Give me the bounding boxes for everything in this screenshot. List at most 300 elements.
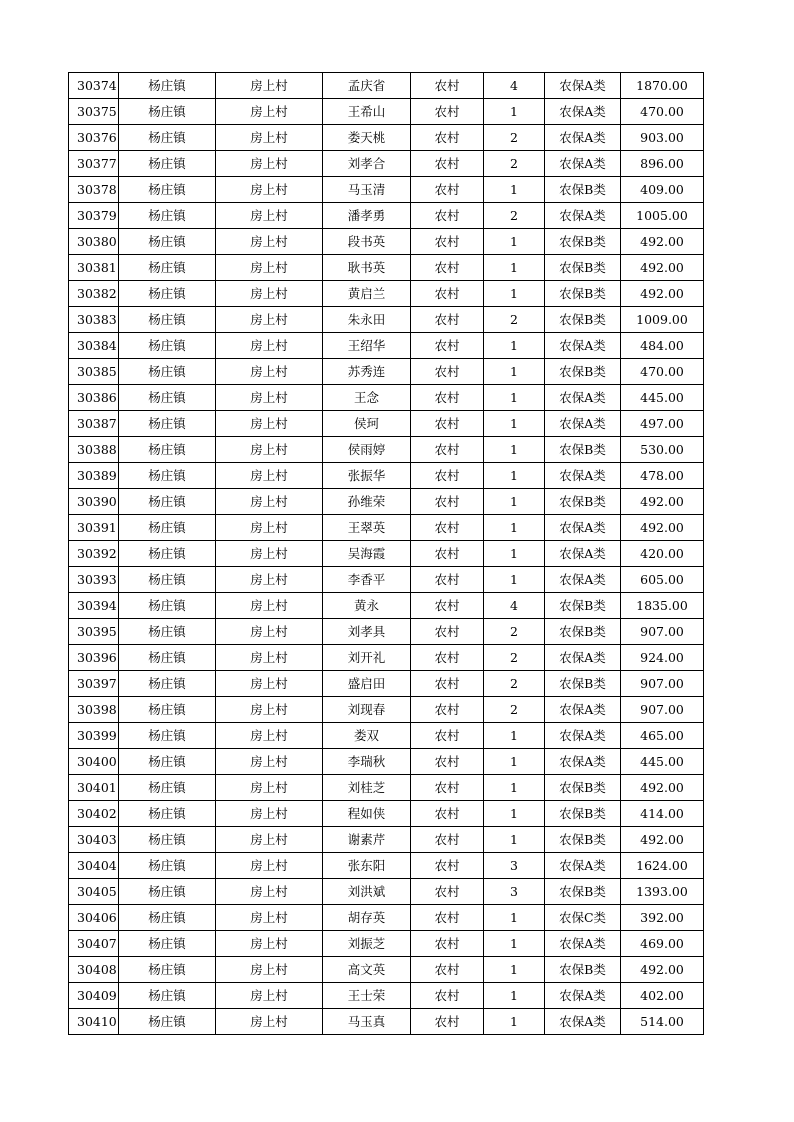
household-size-cell: 3 bbox=[484, 879, 545, 905]
household-size-cell: 2 bbox=[484, 125, 545, 151]
village-cell: 房上村 bbox=[216, 307, 323, 333]
category-cell: 农保B类 bbox=[545, 437, 621, 463]
category-cell: 农保A类 bbox=[545, 697, 621, 723]
household-size-cell: 1 bbox=[484, 775, 545, 801]
amount-cell: 492.00 bbox=[621, 281, 704, 307]
household-size-cell: 1 bbox=[484, 567, 545, 593]
record-id-cell: 30381 bbox=[69, 255, 119, 281]
household-size-cell: 1 bbox=[484, 359, 545, 385]
amount-cell: 514.00 bbox=[621, 1009, 704, 1035]
area-type-cell: 农村 bbox=[411, 645, 484, 671]
town-cell: 杨庄镇 bbox=[119, 827, 216, 853]
table-row bbox=[69, 619, 704, 645]
name-cell: 娄天桃 bbox=[323, 125, 411, 151]
town-cell: 杨庄镇 bbox=[119, 333, 216, 359]
household-size-cell: 2 bbox=[484, 151, 545, 177]
household-size-cell: 1 bbox=[484, 177, 545, 203]
area-type-cell: 农村 bbox=[411, 73, 484, 99]
category-cell: 农保A类 bbox=[545, 333, 621, 359]
name-cell: 刘现春 bbox=[323, 697, 411, 723]
household-size-cell: 4 bbox=[484, 73, 545, 99]
area-type-cell: 农村 bbox=[411, 801, 484, 827]
name-cell: 刘洪斌 bbox=[323, 879, 411, 905]
village-cell: 房上村 bbox=[216, 931, 323, 957]
household-size-cell: 1 bbox=[484, 99, 545, 125]
household-size-cell: 1 bbox=[484, 255, 545, 281]
name-cell: 盛启田 bbox=[323, 671, 411, 697]
town-cell: 杨庄镇 bbox=[119, 385, 216, 411]
town-cell: 杨庄镇 bbox=[119, 671, 216, 697]
area-type-cell: 农村 bbox=[411, 749, 484, 775]
table-row bbox=[69, 489, 704, 515]
table-row bbox=[69, 723, 704, 749]
category-cell: 农保A类 bbox=[545, 151, 621, 177]
name-cell: 黄永 bbox=[323, 593, 411, 619]
village-cell: 房上村 bbox=[216, 749, 323, 775]
table-row bbox=[69, 593, 704, 619]
household-size-cell: 1 bbox=[484, 489, 545, 515]
table-row bbox=[69, 801, 704, 827]
village-cell: 房上村 bbox=[216, 125, 323, 151]
name-cell: 侯珂 bbox=[323, 411, 411, 437]
amount-cell: 414.00 bbox=[621, 801, 704, 827]
household-size-cell: 1 bbox=[484, 827, 545, 853]
record-id-cell: 30409 bbox=[69, 983, 119, 1009]
table-row bbox=[69, 645, 704, 671]
record-id-cell: 30391 bbox=[69, 515, 119, 541]
table-row bbox=[69, 99, 704, 125]
area-type-cell: 农村 bbox=[411, 983, 484, 1009]
town-cell: 杨庄镇 bbox=[119, 177, 216, 203]
household-size-cell: 1 bbox=[484, 281, 545, 307]
record-id-cell: 30375 bbox=[69, 99, 119, 125]
table-row bbox=[69, 255, 704, 281]
record-id-cell: 30378 bbox=[69, 177, 119, 203]
table-row bbox=[69, 931, 704, 957]
record-id-cell: 30400 bbox=[69, 749, 119, 775]
town-cell: 杨庄镇 bbox=[119, 463, 216, 489]
record-id-cell: 30393 bbox=[69, 567, 119, 593]
table-row bbox=[69, 957, 704, 983]
area-type-cell: 农村 bbox=[411, 853, 484, 879]
name-cell: 王念 bbox=[323, 385, 411, 411]
record-id-cell: 30376 bbox=[69, 125, 119, 151]
household-size-cell: 1 bbox=[484, 333, 545, 359]
household-size-cell: 1 bbox=[484, 957, 545, 983]
table-row bbox=[69, 749, 704, 775]
town-cell: 杨庄镇 bbox=[119, 281, 216, 307]
village-cell: 房上村 bbox=[216, 775, 323, 801]
area-type-cell: 农村 bbox=[411, 177, 484, 203]
category-cell: 农保A类 bbox=[545, 411, 621, 437]
name-cell: 孟庆省 bbox=[323, 73, 411, 99]
household-size-cell: 3 bbox=[484, 853, 545, 879]
record-id-cell: 30385 bbox=[69, 359, 119, 385]
village-cell: 房上村 bbox=[216, 385, 323, 411]
name-cell: 刘振芝 bbox=[323, 931, 411, 957]
name-cell: 吴海霞 bbox=[323, 541, 411, 567]
amount-cell: 484.00 bbox=[621, 333, 704, 359]
record-id-cell: 30389 bbox=[69, 463, 119, 489]
amount-cell: 402.00 bbox=[621, 983, 704, 1009]
village-cell: 房上村 bbox=[216, 619, 323, 645]
area-type-cell: 农村 bbox=[411, 385, 484, 411]
name-cell: 马玉清 bbox=[323, 177, 411, 203]
name-cell: 张振华 bbox=[323, 463, 411, 489]
town-cell: 杨庄镇 bbox=[119, 151, 216, 177]
record-id-cell: 30390 bbox=[69, 489, 119, 515]
village-cell: 房上村 bbox=[216, 801, 323, 827]
table-row bbox=[69, 177, 704, 203]
household-size-cell: 2 bbox=[484, 619, 545, 645]
area-type-cell: 农村 bbox=[411, 463, 484, 489]
town-cell: 杨庄镇 bbox=[119, 489, 216, 515]
name-cell: 程如侠 bbox=[323, 801, 411, 827]
name-cell: 马玉真 bbox=[323, 1009, 411, 1035]
record-id-cell: 30410 bbox=[69, 1009, 119, 1035]
village-cell: 房上村 bbox=[216, 151, 323, 177]
amount-cell: 1870.00 bbox=[621, 73, 704, 99]
name-cell: 高文英 bbox=[323, 957, 411, 983]
record-id-cell: 30404 bbox=[69, 853, 119, 879]
area-type-cell: 农村 bbox=[411, 541, 484, 567]
category-cell: 农保C类 bbox=[545, 905, 621, 931]
village-cell: 房上村 bbox=[216, 281, 323, 307]
table-row bbox=[69, 307, 704, 333]
household-size-cell: 1 bbox=[484, 229, 545, 255]
household-size-cell: 2 bbox=[484, 671, 545, 697]
category-cell: 农保B类 bbox=[545, 489, 621, 515]
table-row bbox=[69, 1009, 704, 1035]
table-row bbox=[69, 151, 704, 177]
category-cell: 农保A类 bbox=[545, 99, 621, 125]
category-cell: 农保B类 bbox=[545, 879, 621, 905]
village-cell: 房上村 bbox=[216, 593, 323, 619]
category-cell: 农保A类 bbox=[545, 749, 621, 775]
record-id-cell: 30398 bbox=[69, 697, 119, 723]
household-size-cell: 1 bbox=[484, 983, 545, 1009]
name-cell: 李瑞秋 bbox=[323, 749, 411, 775]
category-cell: 农保B类 bbox=[545, 177, 621, 203]
category-cell: 农保A类 bbox=[545, 515, 621, 541]
name-cell: 李香平 bbox=[323, 567, 411, 593]
table-row bbox=[69, 281, 704, 307]
amount-cell: 1009.00 bbox=[621, 307, 704, 333]
town-cell: 杨庄镇 bbox=[119, 125, 216, 151]
table-row bbox=[69, 541, 704, 567]
amount-cell: 497.00 bbox=[621, 411, 704, 437]
table-row bbox=[69, 853, 704, 879]
town-cell: 杨庄镇 bbox=[119, 411, 216, 437]
category-cell: 农保B类 bbox=[545, 801, 621, 827]
household-size-cell: 1 bbox=[484, 515, 545, 541]
village-cell: 房上村 bbox=[216, 1009, 323, 1035]
amount-cell: 492.00 bbox=[621, 827, 704, 853]
village-cell: 房上村 bbox=[216, 567, 323, 593]
village-cell: 房上村 bbox=[216, 515, 323, 541]
category-cell: 农保B类 bbox=[545, 359, 621, 385]
area-type-cell: 农村 bbox=[411, 515, 484, 541]
category-cell: 农保B类 bbox=[545, 281, 621, 307]
amount-cell: 907.00 bbox=[621, 671, 704, 697]
town-cell: 杨庄镇 bbox=[119, 775, 216, 801]
household-size-cell: 1 bbox=[484, 723, 545, 749]
name-cell: 谢素芹 bbox=[323, 827, 411, 853]
area-type-cell: 农村 bbox=[411, 255, 484, 281]
name-cell: 段书英 bbox=[323, 229, 411, 255]
village-cell: 房上村 bbox=[216, 671, 323, 697]
village-cell: 房上村 bbox=[216, 255, 323, 281]
area-type-cell: 农村 bbox=[411, 619, 484, 645]
record-id-cell: 30396 bbox=[69, 645, 119, 671]
record-id-cell: 30403 bbox=[69, 827, 119, 853]
village-cell: 房上村 bbox=[216, 203, 323, 229]
record-id-cell: 30379 bbox=[69, 203, 119, 229]
name-cell: 黄启兰 bbox=[323, 281, 411, 307]
village-cell: 房上村 bbox=[216, 983, 323, 1009]
category-cell: 农保A类 bbox=[545, 723, 621, 749]
category-cell: 农保B类 bbox=[545, 593, 621, 619]
name-cell: 潘孝勇 bbox=[323, 203, 411, 229]
household-size-cell: 2 bbox=[484, 307, 545, 333]
town-cell: 杨庄镇 bbox=[119, 879, 216, 905]
town-cell: 杨庄镇 bbox=[119, 359, 216, 385]
amount-cell: 470.00 bbox=[621, 359, 704, 385]
area-type-cell: 农村 bbox=[411, 697, 484, 723]
village-cell: 房上村 bbox=[216, 697, 323, 723]
name-cell: 刘桂芝 bbox=[323, 775, 411, 801]
amount-cell: 903.00 bbox=[621, 125, 704, 151]
area-type-cell: 农村 bbox=[411, 229, 484, 255]
area-type-cell: 农村 bbox=[411, 437, 484, 463]
area-type-cell: 农村 bbox=[411, 827, 484, 853]
household-size-cell: 1 bbox=[484, 385, 545, 411]
area-type-cell: 农村 bbox=[411, 905, 484, 931]
record-id-cell: 30380 bbox=[69, 229, 119, 255]
record-id-cell: 30374 bbox=[69, 73, 119, 99]
amount-cell: 492.00 bbox=[621, 515, 704, 541]
category-cell: 农保A类 bbox=[545, 125, 621, 151]
category-cell: 农保B类 bbox=[545, 671, 621, 697]
town-cell: 杨庄镇 bbox=[119, 931, 216, 957]
name-cell: 娄双 bbox=[323, 723, 411, 749]
name-cell: 朱永田 bbox=[323, 307, 411, 333]
record-id-cell: 30402 bbox=[69, 801, 119, 827]
category-cell: 农保A类 bbox=[545, 463, 621, 489]
town-cell: 杨庄镇 bbox=[119, 515, 216, 541]
town-cell: 杨庄镇 bbox=[119, 983, 216, 1009]
village-cell: 房上村 bbox=[216, 463, 323, 489]
amount-cell: 465.00 bbox=[621, 723, 704, 749]
amount-cell: 492.00 bbox=[621, 255, 704, 281]
town-cell: 杨庄镇 bbox=[119, 437, 216, 463]
record-id-cell: 30408 bbox=[69, 957, 119, 983]
category-cell: 农保A类 bbox=[545, 853, 621, 879]
town-cell: 杨庄镇 bbox=[119, 593, 216, 619]
record-id-cell: 30395 bbox=[69, 619, 119, 645]
amount-cell: 445.00 bbox=[621, 749, 704, 775]
table-row bbox=[69, 437, 704, 463]
record-id-cell: 30406 bbox=[69, 905, 119, 931]
name-cell: 孙维荣 bbox=[323, 489, 411, 515]
category-cell: 农保A类 bbox=[545, 931, 621, 957]
amount-cell: 492.00 bbox=[621, 489, 704, 515]
area-type-cell: 农村 bbox=[411, 307, 484, 333]
amount-cell: 907.00 bbox=[621, 619, 704, 645]
amount-cell: 1624.00 bbox=[621, 853, 704, 879]
category-cell: 农保A类 bbox=[545, 73, 621, 99]
record-id-cell: 30386 bbox=[69, 385, 119, 411]
record-id-cell: 30399 bbox=[69, 723, 119, 749]
table-row bbox=[69, 333, 704, 359]
name-cell: 王翠英 bbox=[323, 515, 411, 541]
record-id-cell: 30388 bbox=[69, 437, 119, 463]
town-cell: 杨庄镇 bbox=[119, 99, 216, 125]
table-row bbox=[69, 827, 704, 853]
village-cell: 房上村 bbox=[216, 177, 323, 203]
town-cell: 杨庄镇 bbox=[119, 229, 216, 255]
table-body bbox=[69, 73, 704, 1035]
amount-cell: 492.00 bbox=[621, 957, 704, 983]
record-id-cell: 30377 bbox=[69, 151, 119, 177]
record-id-cell: 30394 bbox=[69, 593, 119, 619]
area-type-cell: 农村 bbox=[411, 879, 484, 905]
household-size-cell: 2 bbox=[484, 203, 545, 229]
name-cell: 耿书英 bbox=[323, 255, 411, 281]
category-cell: 农保B类 bbox=[545, 229, 621, 255]
name-cell: 刘孝合 bbox=[323, 151, 411, 177]
table-row bbox=[69, 463, 704, 489]
record-id-cell: 30407 bbox=[69, 931, 119, 957]
name-cell: 侯雨婷 bbox=[323, 437, 411, 463]
table-row bbox=[69, 983, 704, 1009]
household-size-cell: 1 bbox=[484, 801, 545, 827]
amount-cell: 478.00 bbox=[621, 463, 704, 489]
amount-cell: 392.00 bbox=[621, 905, 704, 931]
amount-cell: 445.00 bbox=[621, 385, 704, 411]
town-cell: 杨庄镇 bbox=[119, 801, 216, 827]
town-cell: 杨庄镇 bbox=[119, 957, 216, 983]
area-type-cell: 农村 bbox=[411, 957, 484, 983]
town-cell: 杨庄镇 bbox=[119, 1009, 216, 1035]
village-cell: 房上村 bbox=[216, 99, 323, 125]
amount-cell: 924.00 bbox=[621, 645, 704, 671]
table-row bbox=[69, 125, 704, 151]
amount-cell: 605.00 bbox=[621, 567, 704, 593]
category-cell: 农保B类 bbox=[545, 775, 621, 801]
table-row bbox=[69, 359, 704, 385]
name-cell: 刘开礼 bbox=[323, 645, 411, 671]
record-id-cell: 30387 bbox=[69, 411, 119, 437]
area-type-cell: 农村 bbox=[411, 931, 484, 957]
area-type-cell: 农村 bbox=[411, 359, 484, 385]
town-cell: 杨庄镇 bbox=[119, 541, 216, 567]
record-id-cell: 30397 bbox=[69, 671, 119, 697]
area-type-cell: 农村 bbox=[411, 151, 484, 177]
amount-cell: 530.00 bbox=[621, 437, 704, 463]
amount-cell: 896.00 bbox=[621, 151, 704, 177]
village-cell: 房上村 bbox=[216, 411, 323, 437]
household-size-cell: 1 bbox=[484, 905, 545, 931]
name-cell: 张东阳 bbox=[323, 853, 411, 879]
name-cell: 王希山 bbox=[323, 99, 411, 125]
area-type-cell: 农村 bbox=[411, 1009, 484, 1035]
village-cell: 房上村 bbox=[216, 853, 323, 879]
table-row bbox=[69, 697, 704, 723]
town-cell: 杨庄镇 bbox=[119, 905, 216, 931]
table-row bbox=[69, 515, 704, 541]
category-cell: 农保B类 bbox=[545, 619, 621, 645]
town-cell: 杨庄镇 bbox=[119, 619, 216, 645]
record-id-cell: 30382 bbox=[69, 281, 119, 307]
household-size-cell: 2 bbox=[484, 697, 545, 723]
name-cell: 苏秀连 bbox=[323, 359, 411, 385]
amount-cell: 492.00 bbox=[621, 229, 704, 255]
village-cell: 房上村 bbox=[216, 489, 323, 515]
amount-cell: 1393.00 bbox=[621, 879, 704, 905]
category-cell: 农保B类 bbox=[545, 255, 621, 281]
area-type-cell: 农村 bbox=[411, 775, 484, 801]
town-cell: 杨庄镇 bbox=[119, 723, 216, 749]
village-cell: 房上村 bbox=[216, 229, 323, 255]
household-size-cell: 1 bbox=[484, 411, 545, 437]
village-cell: 房上村 bbox=[216, 827, 323, 853]
village-cell: 房上村 bbox=[216, 723, 323, 749]
name-cell: 王绍华 bbox=[323, 333, 411, 359]
record-id-cell: 30384 bbox=[69, 333, 119, 359]
name-cell: 胡存英 bbox=[323, 905, 411, 931]
area-type-cell: 农村 bbox=[411, 411, 484, 437]
town-cell: 杨庄镇 bbox=[119, 73, 216, 99]
town-cell: 杨庄镇 bbox=[119, 697, 216, 723]
village-cell: 房上村 bbox=[216, 437, 323, 463]
household-size-cell: 2 bbox=[484, 645, 545, 671]
table-row bbox=[69, 879, 704, 905]
category-cell: 农保A类 bbox=[545, 567, 621, 593]
town-cell: 杨庄镇 bbox=[119, 853, 216, 879]
amount-cell: 1835.00 bbox=[621, 593, 704, 619]
household-size-cell: 1 bbox=[484, 931, 545, 957]
town-cell: 杨庄镇 bbox=[119, 645, 216, 671]
village-cell: 房上村 bbox=[216, 73, 323, 99]
area-type-cell: 农村 bbox=[411, 203, 484, 229]
amount-cell: 492.00 bbox=[621, 775, 704, 801]
village-cell: 房上村 bbox=[216, 879, 323, 905]
area-type-cell: 农村 bbox=[411, 333, 484, 359]
category-cell: 农保A类 bbox=[545, 1009, 621, 1035]
name-cell: 王士荣 bbox=[323, 983, 411, 1009]
record-id-cell: 30392 bbox=[69, 541, 119, 567]
data-table bbox=[68, 72, 704, 1035]
household-size-cell: 1 bbox=[484, 463, 545, 489]
name-cell: 刘孝具 bbox=[323, 619, 411, 645]
household-size-cell: 4 bbox=[484, 593, 545, 619]
table-row bbox=[69, 203, 704, 229]
category-cell: 农保B类 bbox=[545, 957, 621, 983]
household-size-cell: 1 bbox=[484, 541, 545, 567]
town-cell: 杨庄镇 bbox=[119, 307, 216, 333]
table-row bbox=[69, 385, 704, 411]
area-type-cell: 农村 bbox=[411, 671, 484, 697]
amount-cell: 470.00 bbox=[621, 99, 704, 125]
village-cell: 房上村 bbox=[216, 957, 323, 983]
table-row bbox=[69, 775, 704, 801]
category-cell: 农保A类 bbox=[545, 541, 621, 567]
table-row bbox=[69, 671, 704, 697]
village-cell: 房上村 bbox=[216, 359, 323, 385]
town-cell: 杨庄镇 bbox=[119, 203, 216, 229]
amount-cell: 409.00 bbox=[621, 177, 704, 203]
